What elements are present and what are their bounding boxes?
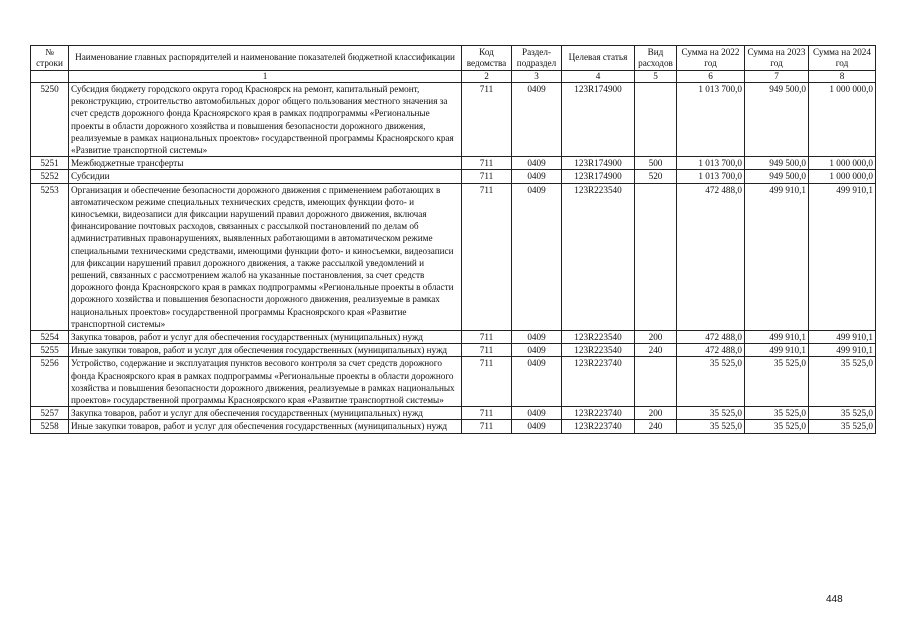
- header-sum-2024: Сумма на 2024 год: [809, 46, 876, 71]
- row-dept-code: 711: [462, 157, 512, 170]
- row-dept-code: 711: [462, 183, 512, 330]
- row-dept-code: 711: [462, 331, 512, 344]
- row-sum-2023: 499 910,1: [745, 183, 809, 330]
- row-sum-2024: 1 000 000,0: [809, 83, 876, 157]
- row-number: 5253: [31, 183, 69, 330]
- row-sum-2023: 499 910,1: [745, 344, 809, 357]
- column-number: 4: [562, 71, 635, 83]
- row-dept-code: 711: [462, 344, 512, 357]
- row-sum-2023: 949 500,0: [745, 83, 809, 157]
- row-name: Субсидии: [69, 170, 462, 183]
- row-number: 5251: [31, 157, 69, 170]
- row-target-article: 123R223740: [562, 407, 635, 420]
- row-expense-type: 200: [635, 407, 677, 420]
- row-sum-2023: 499 910,1: [745, 331, 809, 344]
- row-sum-2022: 472 488,0: [677, 183, 745, 330]
- row-expense-type: 200: [635, 331, 677, 344]
- row-sum-2022: 35 525,0: [677, 357, 745, 407]
- column-number-row: [31, 71, 876, 83]
- table-row: [31, 183, 876, 330]
- budget-table: [30, 45, 876, 434]
- row-number: 5255: [31, 344, 69, 357]
- row-expense-type: [635, 183, 677, 330]
- row-sum-2023: 949 500,0: [745, 170, 809, 183]
- row-number: 5258: [31, 420, 69, 433]
- row-dept-code: 711: [462, 407, 512, 420]
- row-name: Иные закупки товаров, работ и услуг для обеспечения государственных (муниципальных) нужд: [69, 420, 462, 433]
- column-number: 7: [745, 71, 809, 83]
- header-target-article: Целевая статья: [562, 46, 635, 71]
- column-number: 2: [462, 71, 512, 83]
- row-section: 0409: [512, 170, 562, 183]
- row-sum-2024: 35 525,0: [809, 357, 876, 407]
- row-sum-2024: 499 910,1: [809, 331, 876, 344]
- header-dept-code: Код ведомства: [462, 46, 512, 71]
- row-expense-type: 520: [635, 170, 677, 183]
- row-dept-code: 711: [462, 83, 512, 157]
- row-number: 5254: [31, 331, 69, 344]
- header-sum-2022: Сумма на 2022 год: [677, 46, 745, 71]
- table-header: [31, 46, 876, 83]
- row-sum-2023: 35 525,0: [745, 357, 809, 407]
- row-section: 0409: [512, 420, 562, 433]
- row-sum-2022: 1 013 700,0: [677, 157, 745, 170]
- row-sum-2023: 949 500,0: [745, 157, 809, 170]
- row-number: 5252: [31, 170, 69, 183]
- page-number: 448: [826, 594, 843, 605]
- row-expense-type: 500: [635, 157, 677, 170]
- row-target-article: 123R174900: [562, 83, 635, 157]
- row-name: Закупка товаров, работ и услуг для обеспечения государственных (муниципальных) нужд: [69, 407, 462, 420]
- row-target-article: 123R223740: [562, 420, 635, 433]
- row-sum-2023: 35 525,0: [745, 420, 809, 433]
- row-target-article: 123R223540: [562, 331, 635, 344]
- row-section: 0409: [512, 83, 562, 157]
- row-expense-type: 240: [635, 420, 677, 433]
- row-sum-2022: 1 013 700,0: [677, 83, 745, 157]
- row-sum-2022: 472 488,0: [677, 344, 745, 357]
- column-number: 1: [69, 71, 462, 83]
- row-dept-code: 711: [462, 170, 512, 183]
- row-target-article: 123R223540: [562, 344, 635, 357]
- row-name: Организация и обеспечение безопасности дорожного движения с применением работающих в автоматическом режиме специальных технических средств, имеющих функции фото- и киносъемки, видеозаписи для фиксации нарушений правил дорожного движения, включая финансирование почтовых расходов, связанных с рассылкой постановлений по делам об административных правонарушениях, выявленных работающими в автоматическом режиме специальными техническими средствами, имеющими функции фото- и киносъемки, видеозаписи для фиксации нарушений правил дорожного движения, а также рассылкой уведомлений и решений, связанных с рассмотрением жалоб на указанные постановления, за счет средств дорожного фонда Красноярского края в рамках подпрограммы «Региональные проекты в области дорожного хозяйства и повышения безопасности дорожного движения, реализуемые в рамках национальных проектов» государственной программы Красноярского края «Развитие транспортной системы»: [69, 183, 462, 330]
- row-target-article: 123R223740: [562, 357, 635, 407]
- column-number: 6: [677, 71, 745, 83]
- header-sum-2023: Сумма на 2023 год: [745, 46, 809, 71]
- row-name: Устройство, содержание и эксплуатация пунктов весового контроля за счет средств дорожного фонда Красноярского края в рамках подпрограммы «Региональные проекты в области дорожного хозяйства и повышения безопасности дорожного движения, реализуемые в рамках национальных проектов» государственной программы Красноярского края «Развитие транспортной системы»: [69, 357, 462, 407]
- row-target-article: 123R174900: [562, 170, 635, 183]
- header-row-number: № строки: [31, 46, 69, 71]
- row-expense-type: [635, 83, 677, 157]
- row-section: 0409: [512, 157, 562, 170]
- row-sum-2022: 1 013 700,0: [677, 170, 745, 183]
- row-number: 5256: [31, 357, 69, 407]
- column-number: 3: [512, 71, 562, 83]
- column-number: 8: [809, 71, 876, 83]
- table-row: [31, 83, 876, 157]
- table-row: [31, 170, 876, 183]
- header-section: Раздел-подраздел: [512, 46, 562, 71]
- table-body: [31, 83, 876, 434]
- row-sum-2024: 499 910,1: [809, 183, 876, 330]
- row-sum-2024: 35 525,0: [809, 420, 876, 433]
- row-name: Межбюджетные трансферты: [69, 157, 462, 170]
- header-expense-type: Вид расходов: [635, 46, 677, 71]
- table-row: [31, 331, 876, 344]
- row-sum-2024: 499 910,1: [809, 344, 876, 357]
- table-row: [31, 420, 876, 433]
- row-section: 0409: [512, 331, 562, 344]
- column-number: [31, 71, 69, 83]
- row-target-article: 123R174900: [562, 157, 635, 170]
- row-section: 0409: [512, 407, 562, 420]
- row-name: Закупка товаров, работ и услуг для обеспечения государственных (муниципальных) нужд: [69, 331, 462, 344]
- row-dept-code: 711: [462, 357, 512, 407]
- row-sum-2022: 472 488,0: [677, 331, 745, 344]
- table-row: [31, 357, 876, 407]
- row-name: Субсидия бюджету городского округа город Красноярск на ремонт, капитальный ремонт, реконструкцию, строительство автомобильных дорог общего пользования местного значения за счет средств дорожного фонда Красноярского края в рамках подпрограммы «Региональные проекты в области дорожного хозяйства и повышения безопасности дорожного движения, реализуемые в рамках национальных проектов» государственной программы Красноярского края «Развитие транспортной системы»: [69, 83, 462, 157]
- row-name: Иные закупки товаров, работ и услуг для обеспечения государственных (муниципальных) нужд: [69, 344, 462, 357]
- row-number: 5250: [31, 83, 69, 157]
- row-dept-code: 711: [462, 420, 512, 433]
- row-sum-2022: 35 525,0: [677, 420, 745, 433]
- table-row: [31, 407, 876, 420]
- table-row: [31, 344, 876, 357]
- row-sum-2024: 35 525,0: [809, 407, 876, 420]
- row-target-article: 123R223540: [562, 183, 635, 330]
- row-sum-2022: 35 525,0: [677, 407, 745, 420]
- row-sum-2023: 35 525,0: [745, 407, 809, 420]
- header-row: [31, 46, 876, 71]
- header-name: Наименование главных распорядителей и наименование показателей бюджетной классификации: [69, 46, 462, 71]
- table-row: [31, 157, 876, 170]
- row-expense-type: [635, 357, 677, 407]
- column-number: 5: [635, 71, 677, 83]
- row-expense-type: 240: [635, 344, 677, 357]
- row-section: 0409: [512, 183, 562, 330]
- row-sum-2024: 1 000 000,0: [809, 157, 876, 170]
- row-sum-2024: 1 000 000,0: [809, 170, 876, 183]
- row-section: 0409: [512, 357, 562, 407]
- row-number: 5257: [31, 407, 69, 420]
- row-section: 0409: [512, 344, 562, 357]
